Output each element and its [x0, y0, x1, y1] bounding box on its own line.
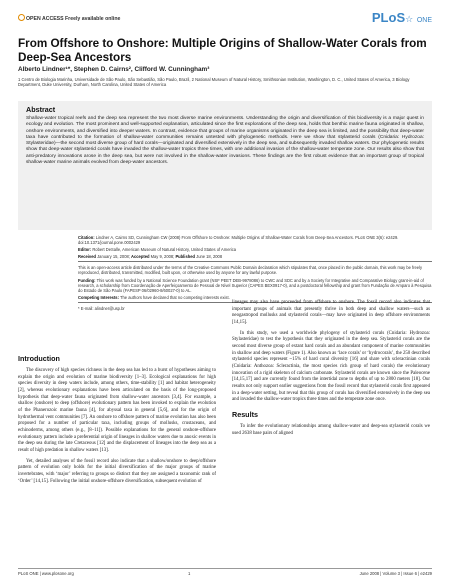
meta-divider: [78, 261, 432, 262]
affiliations: 1 Centro de Biologia Marinha, Universidade de São Paulo, São Sebastião, São Paulo, Brazil, 2 National Museum of Natural History, Smithsonian Institution, Washington, D. C., United States of America, 3 Biology Department, Duke University, Durham, North Carolina, United States of America: [18, 77, 410, 88]
left-column: [18, 354, 216, 489]
paper-title: From Offshore to Onshore: Multiple Origins of Shallow-Water Corals from Deep-Sea Ancestors: [18, 37, 427, 64]
paragraph: lineages may also have proceeded from offshore to onshore. The fossil record also indicates that important groups of animals that presently thrive in both deep and shallow waters—such as neogastropod mollusks and stylasterid corals—may have originated in deep offshore environments [14,15].: [232, 300, 430, 325]
journal-logo: PLoS☆ ONE: [371, 10, 432, 25]
footer-issue: June 2008 | Volume 3 | Issue 6 | e2429: [359, 571, 432, 576]
open-access-icon: [18, 14, 25, 21]
paragraph: In this study, we used a worldwide phylogeny of stylasterid corals (Cnidaria: Hydrozoa: Stylasteridae) to test the hypothesis that they originated in the deep sea. Stylasterid corals are the second most diverse group of extant hard corals and an abundant component of marine communities in shallow and deep waters (Figure 1). Also known as ‘lace corals’ or ‘hydrocorals’, the 250 described stylasterid species represent ~15% of hard coral diversity [16] and share with scleractinian corals (Cnidaria: Anthozoa: Scleractinia, the most species rich group of hard corals) the evolutionary innovation of a rigid skeleton of calcium carbonate. Stylasterid corals are known since the Paleocene [14,15,17] and are currently found from the intertidal zone to depths of up to 2800 meters [18]. Our results not only support earlier suggestions from the fossil record that stylasterid corals first appeared in a deep-water setting, but reveal that this group of corals has diversified extensively in the deep sea and invaded the shallow-water tropics three times and the temperate zone once.: [232, 330, 430, 403]
editor: Editor: Robert DeSalle, American Museum of Natural History, United States of America: [78, 247, 237, 253]
author-list: Alberto Lindner¹*, Stephen D. Cairns², Clifford W. Cunningham³: [18, 66, 210, 73]
citation: Citation: Lindner A, Cairns SD, Cunningham CW (2008) From Offshore to Onshore: Multiple Origins of Shallow-Water Corals from Deep-Sea Ancestors. PLoS ONE 3(6): e2429. doi:10.1371/journal.pone.0002429: [78, 235, 399, 246]
competing-interests: Competing Interests: The authors have declared that no competing interests exist.: [78, 294, 230, 300]
star-icon: ☆: [405, 14, 414, 24]
dates: Received January 15, 2008; Accepted May 9, 2008; Published June 18, 2008: [78, 254, 223, 260]
introduction-heading: Introduction: [18, 354, 60, 363]
paragraph: The discovery of high species richness in the deep sea has led to a burst of hypotheses aiming to explain the origin and evolution of marine biodiversity [1–3]. Ecological explanations for high species diversity in deep waters include, among others, time-stability [1] and habitat heterogeneity [2], whereas evolutionary explanations have been articulated on the basis of the long-proposed hypothesis that deep-water fauna originated from shallow-water ancestors [3,4]. For example, a shallow (onshore) to deep (offshore) evolutionary pattern has been invoked to explain the evolution of the Phanerozoic marine fauna [4], for abyssal taxa in general [5,6], and for the origin of hydrothermal vent communities [7]. An onshore to offshore pattern of marine evolution has also been proposed for a number of particular taxa, including groups of mollusks, crustaceans, and echinoderms, among others (e.g., [8–11]). Possible explanations for the general onshore-offshore evolutionary pattern include a preferential origin of lineages in shallow waters due to anoxic events in the deep sea during the late Cretaceous [12] and the displacement of lineages into the deep sea as a result of high predation in shallow waters [13].: [18, 368, 216, 453]
page-footer: [18, 568, 432, 577]
abstract-heading: Abstract: [26, 105, 56, 114]
open-access-label: OPEN ACCESS Freely available online: [26, 16, 121, 22]
email: * E-mail: alindner@usp.br: [78, 305, 125, 311]
journal-header: [18, 10, 432, 32]
right-column: [232, 300, 430, 441]
funding: Funding: This work was funded by a National Science Foundation grant (NSF PEET DEB-9978086) to CWC and SDC and by a Society for Integrative and Comparative Biology grant-in-aid of research, a scholarship from Coordenação de Aperfeiçoamento de Pessoal de Nível Superior (CAPES BEX0917-0), and a postdoctoral fellowship and grant from Fundação de Amparo à Pesquisa do Estado de São Paulo (FAPESP 06/02960-8/60027-0) to AL.: [78, 277, 432, 293]
abstract-box: [18, 101, 432, 230]
open-access-badge: [18, 14, 120, 22]
results-heading: Results: [232, 409, 258, 419]
abstract-text: Shallow-water tropical reefs and the deep sea represent the two most diverse marine environments. Understanding the origin and diversification of this biodiversity is a major quest in ecology and evolution. The most prominent and well-supported explanation, articulated since the first explorations of the deep sea, holds that benthic marine fauna originated in shallow, onshore environments, and diversified into deeper waters. In contrast, evidence that groups of marine organisms originated in the deep sea is limited, and the possibility that deep-water taxa have contributed to the formation of shallow-water communities remains untested with phylogenetic methods. Here we show that stylasterid corals (Cnidaria: Hydrozoa: Stylasteridae)—the second most diverse group of hard corals—originated and diversified extensively in the deep sea, and subsequently invaded shallow waters. Our phylogenetic results show that deep-water stylasterid corals have invaded the shallow-water tropics three times, with one additional invasion of the shallow-water temperate zone. Our results also show that anti-predatory innovations arose in the deep sea, but were not involved in the shallow-water invasions. These findings are the first robust evidence that an important group of tropical shallow-water marine animals evolved from deep-water ancestors.: [26, 116, 424, 166]
license: This is an open-access article distributed under the terms of the Creative Commons Public Domain declaration which stipulates that, once placed in the public domain, this work may be freely reproduced, distributed, transmitted, modified, built upon, or otherwise used by anyone for any lawful purpose.: [78, 265, 423, 276]
paragraph: To infer the evolutionary relationships among shallow-water and deep-sea stylasterid corals we used 2638 base pairs of aligned: [232, 423, 430, 436]
page-number: 1: [188, 571, 191, 576]
paragraph: Yet, detailed analyses of the fossil record also indicate that a shallow/onshore to deep/offshore pattern of evolution only holds for the initial diversification of the major groups of marine invertebrates, with ‘major’ referring to groups so distinct that they are assigned a taxonomic rank of ‘Order’ [14,15]. Following the initial onshore-offshore diversification, subsequent evolution of: [18, 458, 216, 484]
footer-journal-url: PLoS ONE | www.plosone.org: [18, 571, 74, 576]
